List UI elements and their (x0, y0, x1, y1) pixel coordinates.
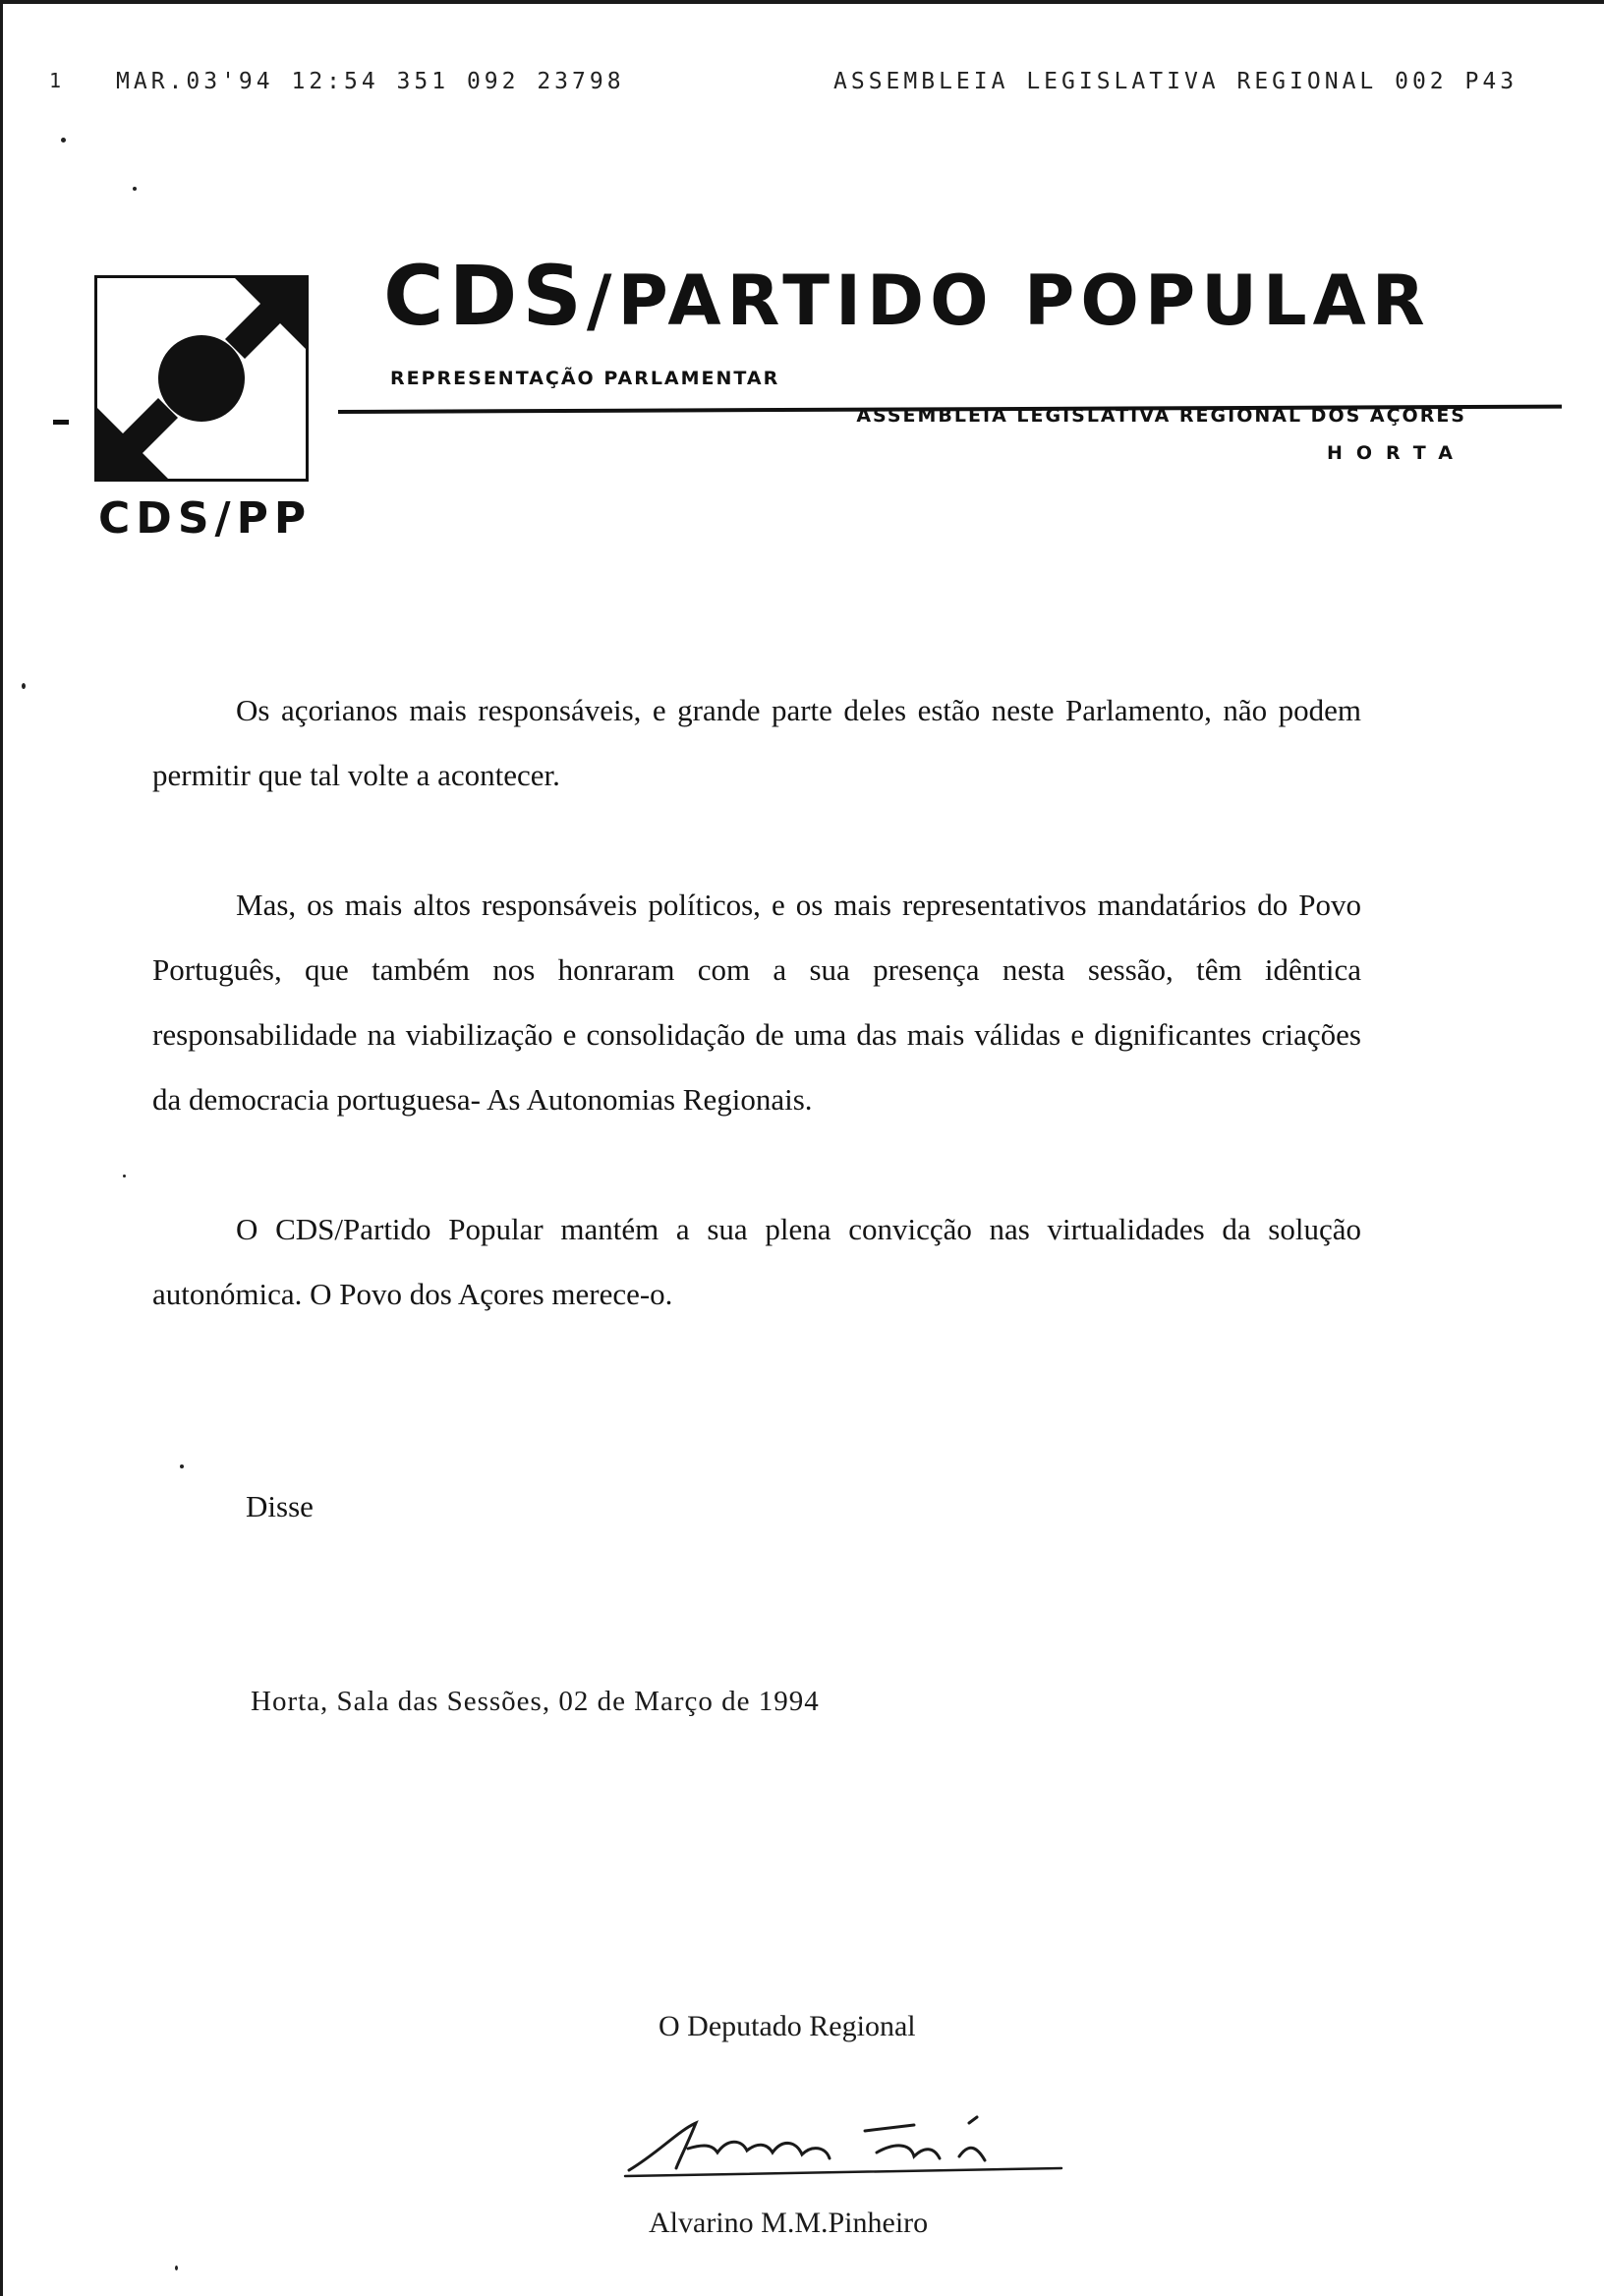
handwritten-signature (619, 2103, 1071, 2182)
party-title-main: CDS (383, 248, 587, 344)
paragraph: O CDS/Partido Popular mantém a sua plena convicção nas virtualidades da solução autonómica. O Povo dos Açores merece-o. (152, 1212, 1361, 1311)
speech-body (152, 678, 1361, 1392)
paragraph: Mas, os mais altos responsáveis políticos, e os mais representativos mandatários do Povo Português, que também nos honraram com a sua presença nesta sessão, têm idêntica responsabilidade na viabilização e consolidação de uma das mais válidas e dignificantes criações da democracia portuguesa- As Autonomias Regionais. (152, 888, 1361, 1117)
fax-sender: ASSEMBLEIA LEGISLATIVA REGIONAL 002 P43 (833, 69, 1518, 94)
party-logo (94, 275, 309, 482)
signer-role: O Deputado Regional (659, 2010, 916, 2042)
place-and-date: Horta, Sala das Sessões, 02 de Março de 1994 (251, 1686, 820, 1717)
signer-name: Alvarino M.M.Pinheiro (649, 2207, 929, 2239)
representation-label: REPRESENTAÇÃO PARLAMENTAR (390, 368, 780, 389)
paragraph: Os açorianos mais responsáveis, e grande parte deles estão neste Parlamento, não podem permitir que tal volte a acontecer. (152, 693, 1361, 792)
party-logo-icon (97, 278, 306, 479)
scan-speck (180, 1464, 184, 1468)
page-border-left (0, 0, 3, 2296)
logo-caption: CDS/PP (98, 493, 313, 544)
scan-speck (133, 187, 137, 191)
party-title-rest: /PARTIDO POPULAR (586, 260, 1431, 341)
scan-speck (123, 1175, 126, 1177)
scan-speck (61, 138, 66, 143)
closing-word: Disse (246, 1489, 314, 1523)
fax-transmission-header (0, 69, 1604, 108)
assembly-label: ASSEMBLEIA LEGISLATIVA REGIONAL DOS AÇORES (856, 405, 1466, 427)
city-label: HORTA (1326, 442, 1466, 464)
scan-speck (22, 683, 26, 689)
party-title (383, 248, 1431, 344)
scan-speck (175, 2266, 178, 2270)
fax-mark: 1 (49, 69, 66, 92)
margin-dash (53, 420, 69, 425)
page-border-top (0, 0, 1604, 4)
fax-date-number: MAR.03'94 12:54 351 092 23798 (116, 69, 625, 94)
